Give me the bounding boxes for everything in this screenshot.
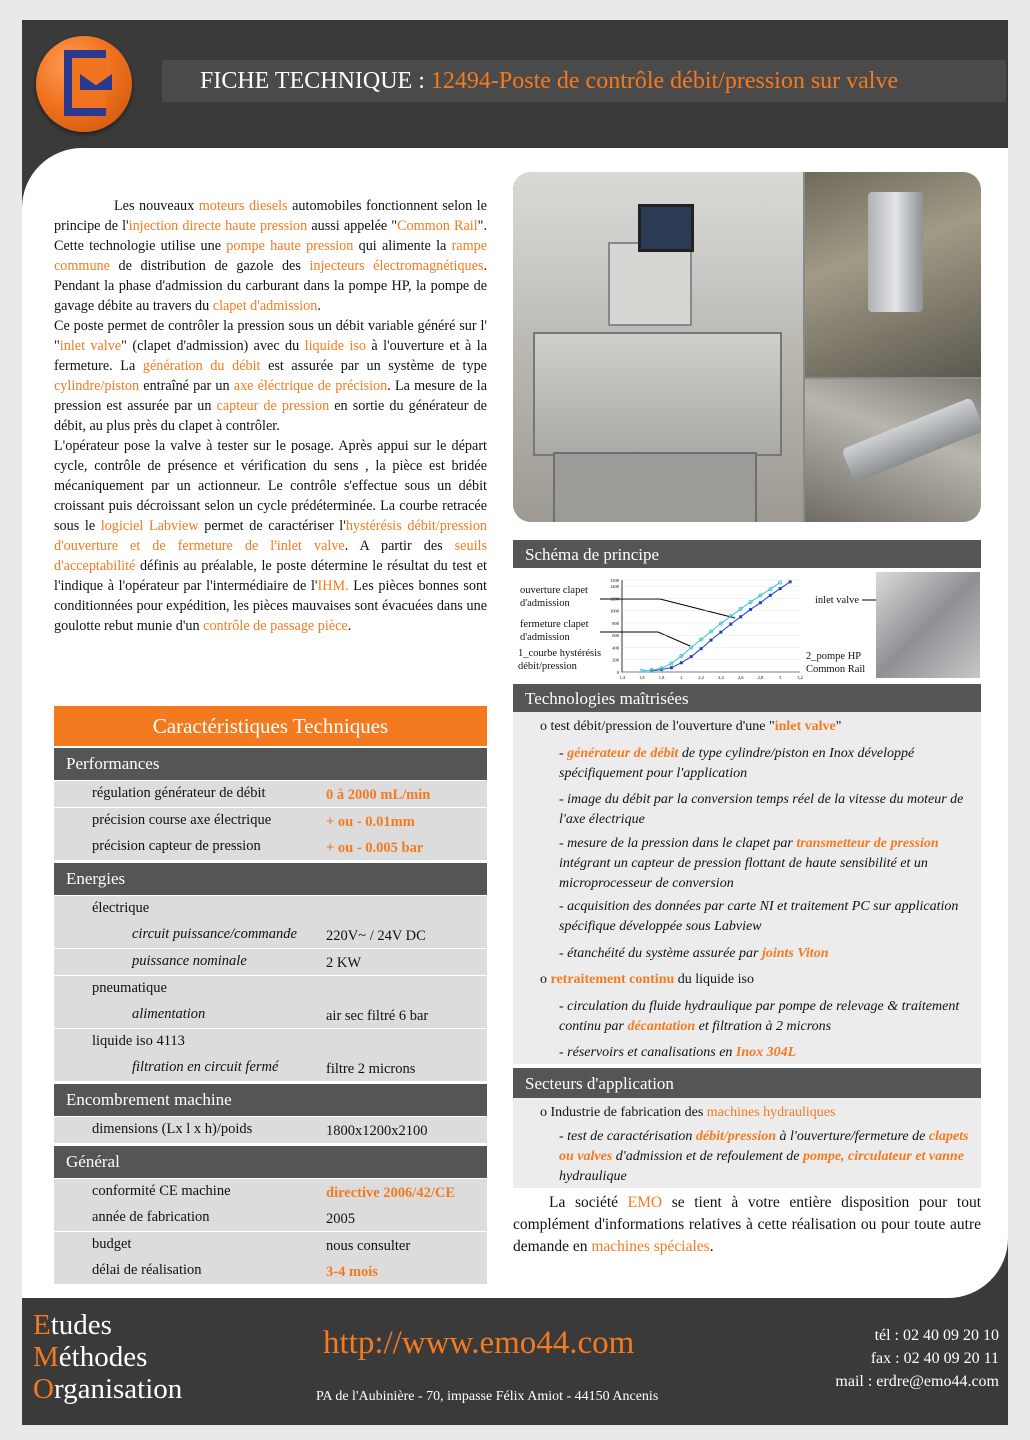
spec-label: alimentation — [132, 1006, 206, 1023]
highlight-term: contrôle de passage pièce — [203, 618, 348, 634]
text-run: . A partir des — [344, 538, 455, 554]
text-run: L'opérateur pose la valve à tester sur le posage. Après appui sur le départ cycle, contrôle de présence et vérification du sens , la pièce est bridée mécaniquement par un actionneur. Le contrôle s'effectue sous un débit croissant puis décroissant selon un cycle prédéterminée. La courbe retracée sous le — [54, 438, 487, 534]
intro-paragraph-3 — [54, 436, 487, 636]
highlight-term: inlet valve — [59, 338, 122, 354]
closing-text — [513, 1192, 981, 1258]
emo-logo — [36, 36, 132, 132]
highlight-term: seuils d'acceptabilité — [54, 538, 487, 574]
highlight-term: clapets ou valves — [559, 1129, 969, 1164]
spec-value: directive 2006/42/CE — [326, 1184, 456, 1201]
spec-label: pneumatique — [92, 979, 167, 996]
data-point — [769, 594, 772, 597]
spec-row — [54, 922, 487, 948]
intro-paragraph-1 — [54, 196, 487, 316]
hysteresis-chart — [600, 576, 805, 680]
y-tick-label: 200 — [612, 657, 619, 663]
highlight-term: pompe, circulateur et vanne — [802, 1149, 964, 1164]
text-run: automobiles fonctionnent selon le principe de l' — [54, 198, 487, 234]
spec-label: régulation générateur de débit — [92, 785, 266, 801]
label-opening: ouverture clapet d'admission — [520, 585, 588, 609]
highlight-term: machines spéciales — [591, 1238, 710, 1255]
text-run: intégrant un capteur de pression flottant de haute sensibilité et un microprocesseur de conversion — [559, 856, 928, 891]
text-run: - mesure de la pression dans le clapet par — [559, 836, 797, 851]
tech-sub-6 — [559, 997, 974, 1037]
data-point — [759, 601, 762, 604]
highlight-term: logiciel Labview — [100, 518, 199, 534]
spec-label: circuit puissance/commande — [132, 926, 297, 943]
caract-title: Caractéristiques Techniques — [54, 706, 487, 746]
spec-row — [54, 1205, 487, 1231]
text-run: aussi appelée " — [307, 218, 398, 234]
text-run: permet de caractériser l' — [198, 518, 346, 534]
text-run: entraîné par un — [139, 378, 234, 394]
y-tick-label: 400 — [612, 645, 619, 651]
text-run: - test de caractérisation — [559, 1129, 696, 1144]
label-pump: 2_pompe HP Common Rail — [806, 651, 866, 675]
text-run: - réservoirs et canalisations en — [559, 1045, 736, 1060]
tech-header: Technologies maîtrisées — [513, 684, 981, 712]
spec-row — [54, 1117, 487, 1143]
x-tick-label: 2,2 — [698, 675, 704, 680]
highlight-term: moteurs diesels — [198, 198, 288, 214]
tech-sub-7 — [559, 1043, 974, 1063]
spec-row — [54, 1029, 487, 1055]
y-tick-label: 1500 — [610, 578, 619, 583]
text-run: de type cylindre/piston en Inox développé spécifiquement pour l'application — [559, 746, 915, 781]
y-tick-label: 0 — [616, 670, 619, 675]
text-run: o Industrie de fabrication des — [540, 1105, 707, 1120]
highlight-term: rampe commune — [54, 238, 488, 274]
text-run: o — [540, 972, 551, 987]
text-run: est assurée par un système de type — [260, 358, 487, 374]
data-point — [690, 655, 693, 658]
spec-row — [54, 834, 487, 860]
label-curve: 1_courbe hystérésis débit/pression — [518, 648, 602, 672]
spec-value: 0 à 2000 mL/min — [326, 787, 431, 803]
spec-value: 220V~ / 24V DC — [326, 928, 426, 945]
data-point — [749, 608, 752, 611]
highlight-term: joints Viton — [761, 946, 829, 961]
text-run: La société — [549, 1194, 628, 1211]
y-tick-label: 1000 — [610, 608, 619, 614]
section-energies: Energies — [54, 863, 487, 895]
spec-value: 2005 — [326, 1211, 355, 1228]
highlight-term: IHM. — [317, 578, 349, 594]
text-run: o test débit/pression de l'ouverture d'une " — [540, 719, 775, 734]
highlight-term: décantation — [627, 1019, 696, 1034]
text-run: de distribution de gazole des — [109, 258, 310, 274]
highlight-term: générateur de débit — [567, 746, 679, 761]
data-point — [739, 615, 742, 618]
data-point — [779, 587, 782, 590]
text-run: se tient à votre entière disposition pour tout complément d'informations relatives à cette réalisation ou pour toute autre demande en — [513, 1194, 981, 1255]
spec-value: air sec filtré 6 bar — [326, 1008, 429, 1025]
highlight-term: clapet d'admission — [212, 298, 318, 314]
tech-item-2 — [540, 970, 970, 990]
x-tick-label: 2 — [680, 675, 683, 680]
tech-sub-2: - image du débit par la conversion temps réel de la vitesse du moteur de l'axe électrique — [559, 792, 964, 827]
tech-sub-1 — [559, 744, 974, 784]
text-run: en sortie du générateur de débit, au plus près du clapet à contrôler. — [54, 398, 487, 434]
sectors-header: Secteurs d'application — [513, 1068, 981, 1098]
text-run: " — [835, 719, 842, 734]
closing-sentence — [513, 1194, 981, 1255]
highlight-term: Common Rail — [397, 218, 478, 234]
text-run: Ce poste permet de contrôler la pression sous un débit variable généré sur l' " — [54, 318, 487, 354]
spec-row — [54, 1179, 487, 1205]
machine-photo-collage — [513, 172, 981, 522]
spec-label: filtration en circuit fermé — [132, 1059, 279, 1076]
emo-line-1: Etudes — [33, 1309, 112, 1341]
data-point — [670, 666, 673, 669]
spec-label: délai de réalisation — [92, 1262, 202, 1279]
spec-row — [54, 896, 487, 922]
text-run: . — [317, 298, 321, 314]
text-run: du liquide iso — [674, 972, 754, 987]
spec-row — [54, 808, 487, 834]
data-point — [719, 631, 722, 634]
spec-label: conformité CE machine — [92, 1182, 231, 1199]
spec-value: 2 KW — [326, 955, 362, 971]
text-run: Les nouveaux — [114, 198, 199, 214]
highlight-term: transmetteur de pression — [796, 836, 939, 851]
highlight-term: inlet valve — [774, 719, 836, 734]
contact-block — [835, 1324, 999, 1393]
label-closing: fermeture clapet d'admission — [520, 619, 589, 643]
x-tick-label: 3 — [779, 675, 782, 680]
y-tick-label: 800 — [612, 620, 619, 626]
highlight-term: injection directe haute pression — [128, 218, 308, 234]
emo-line-2: Méthodes — [33, 1341, 148, 1373]
text-run: . — [347, 618, 352, 634]
spec-value: 3-4 mois — [326, 1264, 378, 1281]
valve-image — [876, 572, 980, 678]
email[interactable]: mail : erdre@emo44.com — [835, 1373, 999, 1390]
x-tick-label: 1,8 — [658, 675, 665, 680]
spec-row — [54, 1002, 487, 1028]
highlight-term: débit/pression — [695, 1129, 776, 1144]
spec-label: dimensions (Lx l x h)/poids — [92, 1121, 253, 1137]
highlight-term: génération du débit — [142, 358, 261, 374]
fax: fax : 02 40 09 20 11 — [870, 1350, 999, 1367]
section-encombrement: Encombrement machine — [54, 1084, 487, 1116]
tech-item-1 — [540, 717, 970, 737]
intro-text — [54, 196, 487, 636]
spec-label: électrique — [92, 899, 150, 916]
x-tick-label: 2,4 — [718, 675, 724, 680]
section-performances: Performances — [54, 748, 487, 780]
x-tick-label: 2,8 — [757, 675, 764, 680]
highlight-term: retraitement continu — [550, 972, 675, 987]
spec-row — [54, 781, 487, 807]
y-tick-label: 1200 — [610, 596, 619, 602]
text-run: définis au préalable, le poste détermine le résultat du test et l'indique à l'opérateur par l'intermédiaire de l' — [54, 558, 487, 594]
tech-sub-5 — [559, 944, 974, 964]
spec-label: précision capteur de pression — [92, 838, 261, 855]
highlight-term: cylindre/piston — [54, 378, 140, 394]
text-run: - — [559, 746, 568, 761]
text-run: hydraulique — [559, 1169, 627, 1184]
address: PA de l'Aubinière - 70, impasse Félix Amiot - 44150 Ancenis — [316, 1389, 659, 1404]
spec-row — [54, 1055, 487, 1081]
spec-label: budget — [92, 1235, 132, 1252]
text-run: qui alimente la — [353, 238, 452, 254]
highlight-term: Inox 304L — [735, 1045, 797, 1060]
data-point — [710, 639, 713, 642]
tech-sub-3 — [559, 834, 974, 894]
spec-label: précision course axe électrique — [92, 811, 272, 828]
text-run: . — [709, 1238, 714, 1255]
highlight-term: hystérésis débit/pression d'ouverture et de fermeture de l'inlet valve — [54, 518, 488, 554]
text-run: ". Cette technologie utilise une — [54, 218, 488, 254]
highlight-term: injecteurs électromagnétiques — [309, 258, 484, 274]
text-run: - étanchéité du système assurée par — [559, 946, 762, 961]
x-tick-label: 2,6 — [737, 675, 744, 680]
data-point — [680, 661, 683, 664]
text-run: - circulation du fluide hydraulique par pompe de relevage & traitement continu par — [559, 999, 960, 1034]
highlight-term: pompe haute pression — [226, 238, 354, 254]
spec-value: 1800x1200x2100 — [326, 1123, 428, 1139]
highlight-term: liquide iso — [304, 338, 367, 354]
x-tick-label: 1,6 — [638, 675, 645, 680]
data-point — [700, 647, 703, 650]
highlight-term: machines hydrauliques — [706, 1105, 836, 1120]
section-general: Général — [54, 1146, 487, 1178]
x-tick-label: 1,4 — [619, 675, 625, 680]
spec-row — [54, 1258, 487, 1284]
emo-line-3: Organisation — [33, 1373, 183, 1405]
spec-row — [54, 976, 487, 1002]
spec-row — [54, 949, 487, 975]
label-valve: inlet valve — [815, 595, 860, 606]
spec-value: nous consulter — [326, 1237, 411, 1254]
series-line — [642, 582, 780, 670]
highlight-term: capteur de pression — [216, 398, 330, 414]
text-run: Les pièces bonnes sont conditionnées pour expédition, les pièces mauvaises sont évacuées dans une goulotte rebut munie d'un — [54, 578, 487, 634]
spec-value: filtre 2 microns — [326, 1061, 416, 1078]
sector-item-1 — [540, 1103, 970, 1123]
phone: tél : 02 40 09 20 10 — [874, 1327, 999, 1344]
sector-sub-1 — [559, 1127, 974, 1187]
spec-label: année de fabrication — [92, 1209, 210, 1226]
spec-value: + ou - 0.005 bar — [326, 840, 424, 857]
highlight-term: EMO — [627, 1194, 663, 1211]
intro-paragraph-2 — [54, 316, 487, 436]
spec-label: liquide iso 4113 — [92, 1032, 185, 1049]
text-run: " (clapet d'admission) avec du — [121, 338, 305, 354]
schema-header: Schéma de principe — [513, 540, 981, 568]
spec-value: + ou - 0.01mm — [326, 813, 415, 830]
spec-label: puissance nominale — [132, 953, 247, 969]
text-run: à l'ouverture/fermeture de — [776, 1129, 929, 1144]
text-run: . Pendant la phase d'admission du carburant dans la pompe HP, la pompe de gavage débite au travers du — [54, 258, 488, 314]
data-point — [729, 623, 732, 626]
x-tick-label: 3,2 — [797, 675, 803, 680]
text-run: d'admission et de refoulement de — [612, 1149, 803, 1164]
website-link[interactable]: http://www.emo44.com — [323, 1325, 635, 1361]
y-tick-label: 1400 — [610, 584, 619, 590]
page-title: FICHE TECHNIQUE : 12494-Poste de contrôle débit/pression sur valve — [200, 68, 899, 94]
data-point — [789, 580, 792, 583]
spec-row — [54, 1232, 487, 1258]
emo-wordmark — [33, 1309, 182, 1405]
tech-sub-4: - acquisition des données par carte NI et traitement PC sur application spécifique développée sous Labview — [559, 899, 959, 934]
text-run: . La mesure de la pression est assurée par un — [54, 378, 488, 414]
y-tick-label: 600 — [612, 633, 619, 639]
text-run: à l'ouverture et à la fermeture. La — [54, 338, 487, 374]
highlight-term: axe éléctrique de précision — [233, 378, 388, 394]
text-run: et filtration à 2 microns — [695, 1019, 832, 1034]
